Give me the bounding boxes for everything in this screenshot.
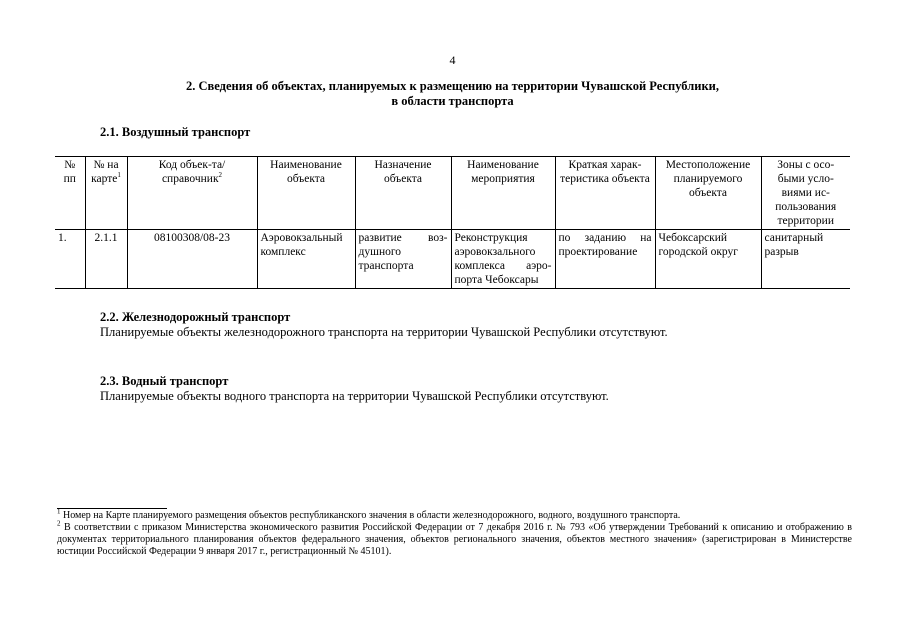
footnotes bbox=[57, 507, 852, 558]
cell-num: 1. bbox=[55, 230, 85, 289]
header-col-purpose: Назначение объекта bbox=[355, 157, 451, 230]
cell-code: 08100308/08-23 bbox=[127, 230, 257, 289]
header-col-code-text: Код объек-та/справочник bbox=[158, 159, 226, 185]
footnote-ref-1: 1 bbox=[117, 171, 121, 180]
header-col-location: Местоположение планируемого объекта bbox=[655, 157, 761, 230]
header-col-characteristic: Краткая харак-теристика объекта bbox=[555, 157, 655, 230]
cell-measure: Реконструкция аэровокзального комплекса аэро-порта Чебоксары bbox=[451, 230, 555, 289]
air-transport-table bbox=[55, 156, 850, 289]
header-col-code bbox=[127, 157, 257, 230]
cell-characteristic: по заданию на проектирование bbox=[555, 230, 655, 289]
cell-name: Аэровокзальный комплекс bbox=[257, 230, 355, 289]
section-air-title: 2.1. Воздушный транспорт bbox=[100, 125, 251, 139]
section-water-title: 2.3. Водный транспорт bbox=[100, 374, 229, 388]
cell-location: Чебоксарский городской округ bbox=[655, 230, 761, 289]
cell-purpose: развитие воз-душного транспорта bbox=[355, 230, 451, 289]
footnote-1-text: Номер на Карте планируемого размещения объектов республиканского значения в области железнодорожного, водного, воздушного транспорта. bbox=[63, 510, 681, 521]
table-header-row bbox=[55, 157, 850, 230]
cell-zones: санитарный разрыв bbox=[761, 230, 850, 289]
main-title-line-1: 2. Сведения об объектах, планируемых к размещению на территории Чувашской Республики, bbox=[186, 79, 719, 93]
footnote-1 bbox=[57, 507, 852, 522]
header-col-map bbox=[85, 157, 127, 230]
footnote-2 bbox=[57, 519, 852, 558]
section-water-text: Планируемые объекты водного транспорта на территории Чувашской Республики отсутствуют. bbox=[100, 389, 609, 403]
section-rail-title: 2.2. Железнодорожный транспорт bbox=[100, 310, 291, 324]
footnote-ref-2: 2 bbox=[218, 171, 223, 180]
header-col-name: Наименование объекта bbox=[257, 157, 355, 230]
main-title-line-2: в области транспорта bbox=[391, 94, 514, 108]
header-col-measure: Наименование мероприятия bbox=[451, 157, 555, 230]
footnote-1-mark: 1 bbox=[57, 507, 61, 516]
header-col-map-text: № на карте bbox=[91, 159, 119, 185]
footnote-separator bbox=[57, 508, 167, 509]
header-col-zones: Зоны с осо-быми усло-виями ис-пользования территории bbox=[761, 157, 850, 230]
table-row bbox=[55, 230, 850, 289]
header-col-num: № пп bbox=[55, 157, 85, 230]
section-rail-text: Планируемые объекты железнодорожного транспорта на территории Чувашской Республики отсутствуют. bbox=[100, 325, 668, 339]
main-title bbox=[100, 79, 805, 109]
cell-map-no: 2.1.1 bbox=[85, 230, 127, 289]
footnote-2-text: В соответствии с приказом Министерства экономического развития Российской Федерации от 7 декабря 2016 г. № 793 «Об утверждении Требований к описанию и отображению в документах территориального планирования объектов федерального значения, объектов регионального значения, объектов местного значения» (зарегистрирован в Министерстве юстиции Российской Федерации 9 января 2017 г., регистрационный № 45101). bbox=[57, 522, 852, 557]
footnote-2-mark: 2 bbox=[57, 519, 61, 528]
page-number: 4 bbox=[449, 53, 456, 67]
